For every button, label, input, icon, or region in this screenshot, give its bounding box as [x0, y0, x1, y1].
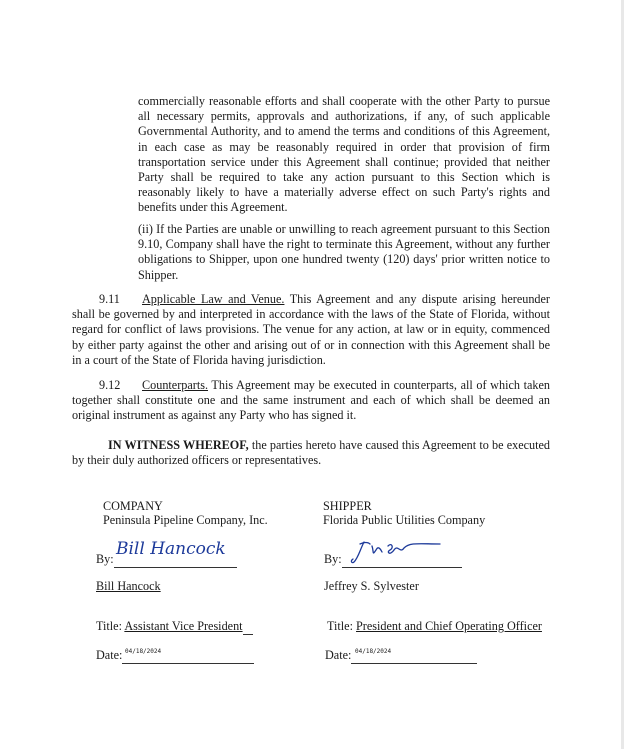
witness-heading: IN WITNESS WHEREOF, — [108, 438, 249, 452]
section-9-11 — [72, 292, 550, 368]
section-title: Applicable Law and Venue. — [142, 292, 285, 306]
company-printed-name: Bill Hancock — [96, 579, 161, 593]
witness-text: the parties hereto have caused this Agreement to be executed by their duly authorized officers or representatives. — [72, 438, 551, 468]
shipper-date: 04/18/2024 — [355, 648, 392, 655]
company-date: 04/18/2024 — [125, 648, 162, 655]
company-title-line: Title: Assistant Vice President — [96, 619, 253, 635]
company-by-line: By: — [96, 552, 237, 568]
shipper-name: Florida Public Utilities Company — [323, 513, 486, 527]
shipper-title-line: Title: President and Chief Operating Officer — [327, 619, 542, 633]
section-text: This Agreement and any dispute arising hereunder shall be governed by and interpreted in accordance with the laws of the State of Florida, without regard for conflict of laws provisions. The venue for any action, at law or in equity, commenced by either party against the other and arising out of or in connection with this Agreement shall be in a court of the State of Florida having jurisdiction. — [72, 292, 550, 367]
company-date-line: Date: — [96, 648, 254, 664]
paragraph-continuation: commercially reasonable efforts and shall cooperate with the other Party to pursue all necessary permits, approvals and authorizations, if any, of such applicable Governmental Authority, and to amend the terms and conditions of this Agreement, in each case as may be reasonably required in order that provision of firm transportation service under this Agreement shall continue; provided that neither Party shall be required to take any action pursuant to this Section which is reasonably likely to have a materially adverse effect on such Party's rights and benefits under this Agreement. — [138, 94, 550, 215]
company-title: Assistant Vice President — [124, 619, 243, 633]
witness-clause — [72, 438, 550, 468]
shipper-signature-line — [342, 552, 462, 568]
shipper-heading: SHIPPER — [323, 499, 372, 513]
company-name: Peninsula Pipeline Company, Inc. — [103, 513, 268, 527]
section-number: 9.12 — [99, 378, 121, 392]
paragraph-clause-ii — [138, 222, 550, 283]
section-title: Counterparts. — [142, 378, 209, 392]
clause-ii-text: (ii) If the Parties are unable or unwilling to reach agreement pursuant to this Section 9.10, Company shall have the right to terminate this Agreement, without any further obligations to Shipper, upon one hundred twenty (120) days' prior written notice to Shipper. — [138, 222, 550, 282]
company-signature-line — [114, 552, 237, 568]
section-9-12 — [72, 378, 550, 424]
shipper-printed-name: Jeffrey S. Sylvester — [324, 579, 419, 593]
company-heading: COMPANY — [103, 499, 163, 513]
shipper-by-line: By: — [324, 552, 462, 568]
company-signature: Bill Hancock — [116, 539, 226, 559]
shipper-title: President and Chief Operating Officer — [356, 619, 542, 633]
shipper-date-line: Date: — [325, 648, 477, 664]
section-number: 9.11 — [99, 292, 120, 306]
section-text: This Agreement may be executed in counterparts, all of which taken together shall constitute one and the same instrument and each of which shall be deemed an original instrument as against any Party who has signed it. — [72, 378, 550, 423]
